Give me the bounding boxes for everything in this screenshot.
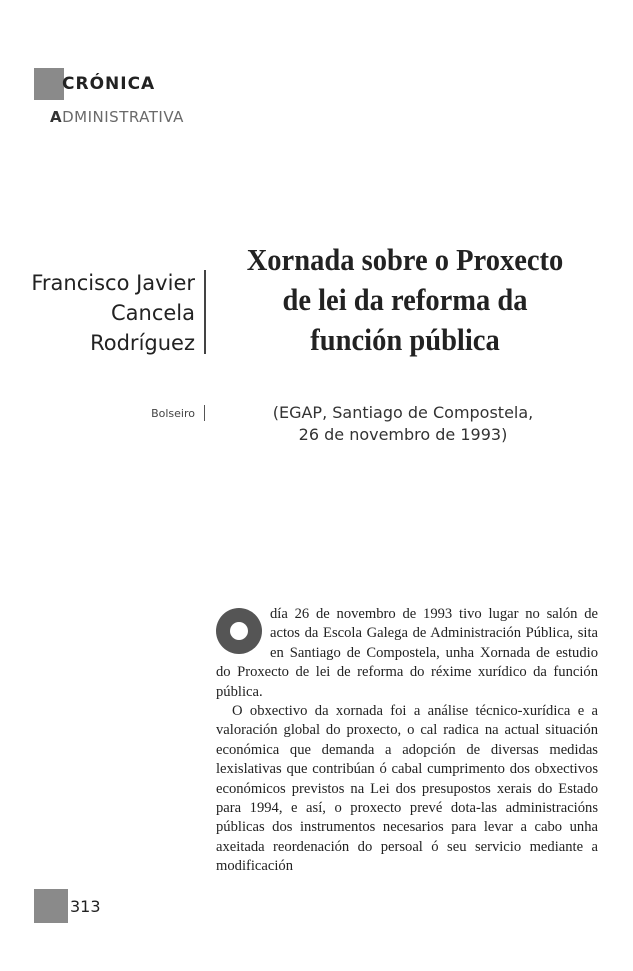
title-line-1: Xornada sobre o Proxecto [246,242,564,277]
paragraph-2: O obxectivo da xornada foi a análise técnico-xurídica e a valoración global do proxecto, o cal radica na actual situación económica que demanda a adopción de diversas medidas lexislativas que contribúan ó cabal cumprimento dos obxectivos económicos previstos na Lei dos presupostos xerais do Estado para 1994, e así, o proxecto prevé dota-las administracións públicas dos instrumentos necesarios para levar a cabo unha axeitada reordenación do persoal ó seu servicio mediante a modificación [216,703,598,875]
page-number: 313 [70,897,101,916]
paragraph-1: día 26 de novembro de 1993 tivo lugar no salón de actos da Escola Galega de Administración Pública, sita en Santiago de Compostela, unha Xornada de estudio do Proxecto de lei de reforma do réxime xurídico da función pública. [216,606,598,700]
event-line-1: (EGAP, Santiago de Compostela, [272,403,534,422]
dropcap-o-icon [216,608,262,654]
author-divider [204,270,206,354]
section-line2-initial: A [50,108,63,126]
section-marker-square [34,68,64,100]
section-line1-rest: RÓNICA [75,74,156,94]
section-line2-rest: DMINISTRATIVA [62,108,184,126]
role-divider [204,405,205,421]
section-initial: C [62,74,76,94]
title-line-2: de lei da reforma da [282,282,528,317]
section-title-line2 [50,108,184,126]
author-role: Bolseiro [151,407,195,420]
folio-marker-square [34,889,68,923]
title-line-3: función pública [310,322,500,357]
event-details [258,402,548,446]
page-folio [34,889,114,923]
article-title [227,240,582,360]
event-line-2: 26 de novembro de 1993) [298,425,508,444]
author-line-3: Rodríguez [90,331,195,355]
author-line-1: Francisco Javier [31,271,195,295]
author-name [0,268,195,358]
author-line-2: Cancela [110,301,195,325]
section-title-line1 [62,74,155,94]
article-body [216,605,598,877]
section-header [34,68,234,132]
